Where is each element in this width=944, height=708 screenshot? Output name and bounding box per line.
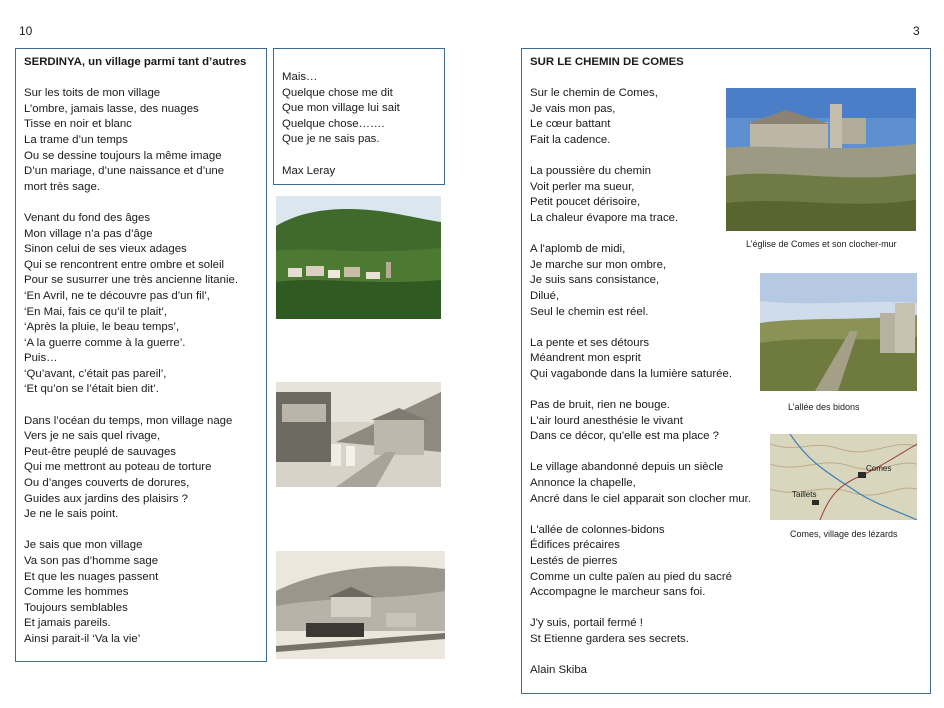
map-label-comes: Comes — [866, 464, 892, 473]
poem-line: Le village abandonné depuis un siècle — [530, 461, 724, 474]
poem-line: Seul le chemin est réel. — [530, 305, 649, 318]
poem-comes-title: SUR LE CHEMIN DE COMES — [530, 56, 684, 68]
map-label-taillets: Taillets — [792, 490, 817, 499]
poem-line: Dilué, — [530, 289, 560, 302]
allee-caption: L’allée des bidons — [788, 402, 860, 412]
poem-line: Peut-être peuplé de sauvages — [24, 445, 176, 458]
poem-line: Quelque chose me dit — [282, 86, 393, 99]
poem-line: La poussière du chemin — [530, 165, 651, 178]
poem-line: La pente et ses détours — [530, 336, 650, 349]
poem-line: Dans ce décor, qu'elle est ma place ? — [530, 430, 719, 443]
poem-line: Petit poucet dérisoire, — [530, 196, 641, 209]
poem-line: Édifices précaires — [530, 539, 620, 552]
poem-line: Venant du fond des âges — [24, 211, 151, 224]
poem-line: Je vais mon pas, — [530, 102, 616, 115]
poem-line: Lestés de pierres — [530, 555, 618, 567]
poem-line: Je sais que mon village — [24, 539, 143, 552]
poem-line: La chaleur évapore ma trace. — [530, 211, 679, 224]
poem-line: Que mon village lui sait — [282, 102, 400, 115]
page-number-left: 10 — [19, 24, 33, 38]
poem-line: L’ombre, jamais lasse, des nuages — [24, 102, 199, 115]
poem-line: Ou d’anges couverts de dorures, — [24, 477, 190, 490]
poem-serdinya-body — [24, 86, 258, 647]
poem-line: Je marche sur mon ombre, — [530, 258, 667, 271]
poem-line: Dans l’océan du temps, mon village nage — [24, 414, 233, 427]
poem-line: Sur le chemin de Comes, — [530, 87, 658, 100]
poem-line: Sinon celui de ses vieux adages — [24, 243, 187, 256]
poem-line: Annonce la chapelle, — [530, 477, 636, 490]
poem-line: A l'aplomb de midi, — [530, 243, 626, 256]
poem-comes-author: Alain Skiba — [530, 664, 587, 677]
map-caption: Comes, village des lézards — [790, 529, 898, 539]
poem-serdinya-title: SERDINYA, un village parmi tant d’autres — [24, 56, 247, 68]
poem-line: Tisse en noir et blanc — [24, 118, 132, 131]
poem-line: Et que les nuages passent — [24, 570, 159, 583]
poem-line: Ancré dans le ciel apparait son clocher mur. — [530, 492, 751, 505]
church-caption: L’église de Comes et son clocher-mur — [746, 239, 897, 249]
comes-map — [770, 434, 917, 520]
poem-line: Qui se rencontrent entre ombre et soleil — [24, 258, 225, 271]
church-comes-photo — [726, 88, 916, 231]
poem-line: Et jamais pareils. — [24, 617, 111, 630]
poem-line: ‘En Avril, ne te découvre pas d’un fil’, — [24, 289, 210, 302]
poem-mais-author: Max Leray — [282, 164, 336, 177]
poem-line: La trame d’un temps — [24, 133, 128, 146]
poem-line: Pas de bruit, rien ne bouge. — [530, 399, 670, 412]
poem-line: Va son pas d’homme sage — [24, 555, 159, 567]
poem-line: Sur les toits de mon village — [24, 87, 161, 100]
poem-line: Je suis sans consistance, — [530, 274, 660, 287]
poem-line: Guides aux jardins des plaisirs ? — [24, 492, 188, 505]
allee-bidons-photo — [760, 273, 917, 391]
poem-line: Mais… — [282, 71, 318, 83]
poem-line: Pour se susurrer une très ancienne litanie. — [24, 274, 239, 287]
poem-line: Que je ne sais pas. — [282, 133, 380, 146]
poem-mais-box — [273, 48, 445, 185]
poem-mais-body — [282, 70, 436, 148]
poem-line: Puis… — [24, 352, 58, 365]
poem-line: ‘En Mai, fais ce qu’il te plait’, — [24, 305, 168, 318]
poem-line: Comme les hommes — [24, 586, 129, 599]
poem-line: Ou se dessine toujours la même image — [24, 149, 222, 162]
poem-line: Accompagne le marcheur sans foi. — [530, 586, 706, 599]
poem-line: ‘Qu’avant, c’était pas pareil’, — [24, 367, 167, 380]
poem-line: Qui vagabonde dans la lumière saturée. — [530, 367, 732, 380]
poem-line: Le cœur battant — [530, 118, 611, 131]
poem-line: ‘Et qu’on se l’était bien dit’. — [24, 383, 159, 396]
poem-line: ‘A la guerre comme à la guerre’. — [24, 336, 186, 349]
poem-line: Toujours semblables — [24, 601, 128, 614]
poem-line: Voit perler ma sueur, — [530, 180, 635, 193]
poem-line: J'y suis, portail fermé ! — [530, 617, 643, 630]
poem-serdinya-box — [15, 48, 267, 662]
poem-line: Fait la cadence. — [530, 133, 611, 146]
page-number-right: 3 — [913, 24, 920, 38]
poem-line: Je ne le sais point. — [24, 508, 119, 521]
village-hillside-photo — [276, 196, 441, 319]
poem-line: Ainsi parait-il ‘Va la vie’ — [24, 632, 141, 645]
poem-line: L'allée de colonnes-bidons — [530, 523, 665, 536]
poem-line: Méandrent mon esprit — [530, 352, 641, 365]
poem-line: St Etienne gardera ses secrets. — [530, 632, 689, 645]
poem-line: mort très sage. — [24, 180, 100, 193]
poem-line: ‘Après la pluie, le beau temps’, — [24, 321, 180, 334]
poem-line: Quelque chose……. — [282, 117, 385, 130]
train-postcard-photo — [276, 551, 445, 659]
poem-line: Vers je ne sais quel rivage, — [24, 430, 161, 443]
poem-line: Mon village n’a pas d’âge — [24, 227, 153, 240]
station-postcard-photo — [276, 382, 441, 487]
poem-line: Qui me mettront au poteau de torture — [24, 461, 212, 474]
poem-line: Comme un culte païen au pied du sacré — [530, 570, 732, 583]
poem-line: L'air lourd anesthésie le vivant — [530, 414, 683, 427]
poem-line: D’un mariage, d’une naissance et d’une — [24, 165, 225, 178]
